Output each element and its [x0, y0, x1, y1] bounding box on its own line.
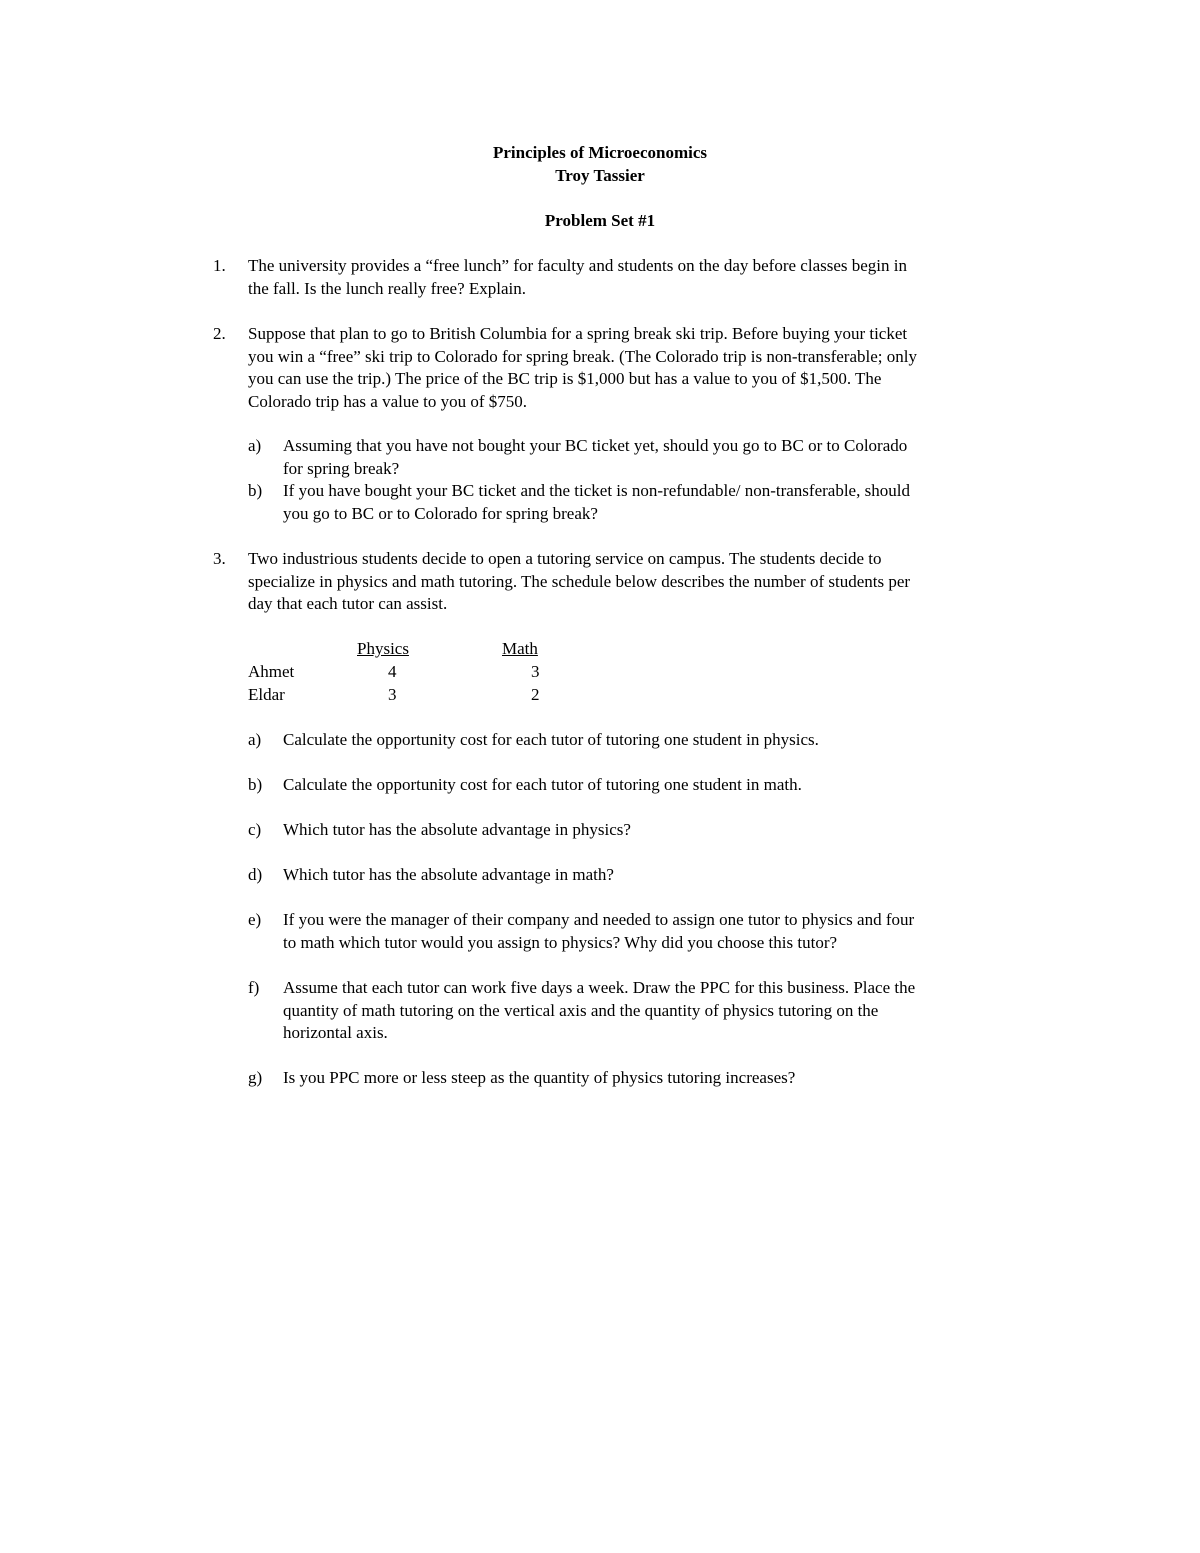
- part-line: for spring break?: [283, 458, 400, 478]
- document-header: [0, 142, 1200, 233]
- part-line: Calculate the opportunity cost for each tutor of tutoring one student in math.: [283, 775, 802, 794]
- problem-set-title: Problem Set #1: [544, 211, 656, 230]
- part-letter: d): [248, 865, 263, 884]
- question-line: you can use the trip.) The price of the BC trip is $1,000 but has a value to you of $1,500. The: [248, 369, 882, 388]
- part-text: [283, 1067, 1033, 1090]
- table-cell-math: 3: [531, 662, 540, 681]
- question-text: [248, 255, 1033, 300]
- tutor-schedule-table: [248, 636, 568, 716]
- question-number: 3.: [213, 549, 226, 568]
- question-number: 1.: [213, 256, 226, 275]
- part-text: [283, 819, 1033, 842]
- part-letter: c): [248, 820, 262, 839]
- part-letter: f): [248, 978, 260, 997]
- question-line: Two industrious students decide to open a tutoring service on campus. The students decide to: [248, 549, 882, 568]
- part-text: [283, 977, 1033, 1045]
- question-line: specialize in physics and math tutoring. The schedule below describes the number of students per: [248, 571, 911, 591]
- part-line: If you were the manager of their company and needed to assign one tutor to physics and four: [283, 910, 915, 929]
- part-line: to math which tutor would you assign to physics? Why did you choose this tutor?: [283, 932, 838, 952]
- question-text: [248, 323, 1033, 413]
- part-letter: e): [248, 910, 262, 929]
- part-text: [283, 480, 1033, 525]
- table-row-name: Ahmet: [248, 662, 295, 681]
- part-line: Assuming that you have not bought your BC ticket yet, should you go to BC or to Colorado: [283, 436, 908, 455]
- question-text: [248, 548, 1033, 616]
- table-cell-physics: 4: [388, 662, 397, 681]
- part-text: [283, 774, 1033, 797]
- instructor-name: Troy Tassier: [555, 166, 645, 185]
- part-letter: a): [248, 730, 262, 749]
- table-cell-math: 2: [531, 685, 540, 704]
- question-line: the fall. Is the lunch really free? Explain.: [248, 278, 527, 298]
- part-line: horizontal axis.: [283, 1023, 388, 1042]
- question-line: you win a “free” ski trip to Colorado for spring break. (The Colorado trip is non-transferable; only: [248, 346, 917, 366]
- course-title: Principles of Microeconomics: [492, 143, 708, 162]
- part-letter: b): [248, 775, 263, 794]
- table-header-physics: Physics: [357, 639, 409, 658]
- part-text: [283, 435, 1033, 480]
- question-line: Colorado trip has a value to you of $750.: [248, 391, 528, 411]
- part-text: [283, 909, 1033, 954]
- part-letter: g): [248, 1068, 263, 1087]
- part-letter: b): [248, 481, 263, 500]
- part-line: Which tutor has the absolute advantage in physics?: [283, 820, 631, 839]
- part-line: Which tutor has the absolute advantage in math?: [283, 865, 614, 884]
- part-line: If you have bought your BC ticket and the ticket is non-refundable/ non-transferable, should: [283, 481, 910, 500]
- part-line: Is you PPC more or less steep as the quantity of physics tutoring increases?: [283, 1068, 796, 1087]
- part-text: [283, 864, 1033, 887]
- table-header-math: Math: [502, 639, 538, 658]
- question-line: Suppose that plan to go to British Columbia for a spring break ski trip. Before buying your ticket: [248, 324, 908, 343]
- part-line: quantity of math tutoring on the vertical axis and the quantity of physics tutoring on the: [283, 1000, 879, 1020]
- part-line: Calculate the opportunity cost for each tutor of tutoring one student in physics.: [283, 730, 819, 749]
- part-letter: a): [248, 436, 262, 455]
- table-cell-physics: 3: [388, 685, 397, 704]
- question-number: 2.: [213, 324, 226, 343]
- part-line: you go to BC or to Colorado for spring break?: [283, 503, 598, 523]
- question-line: day that each tutor can assist.: [248, 594, 448, 613]
- part-text: [283, 729, 1033, 752]
- part-line: Assume that each tutor can work five days a week. Draw the PPC for this business. Place the: [283, 978, 916, 997]
- table-row-name: Eldar: [248, 685, 285, 704]
- question-line: The university provides a “free lunch” for faculty and students on the day before classes begin in: [248, 256, 907, 275]
